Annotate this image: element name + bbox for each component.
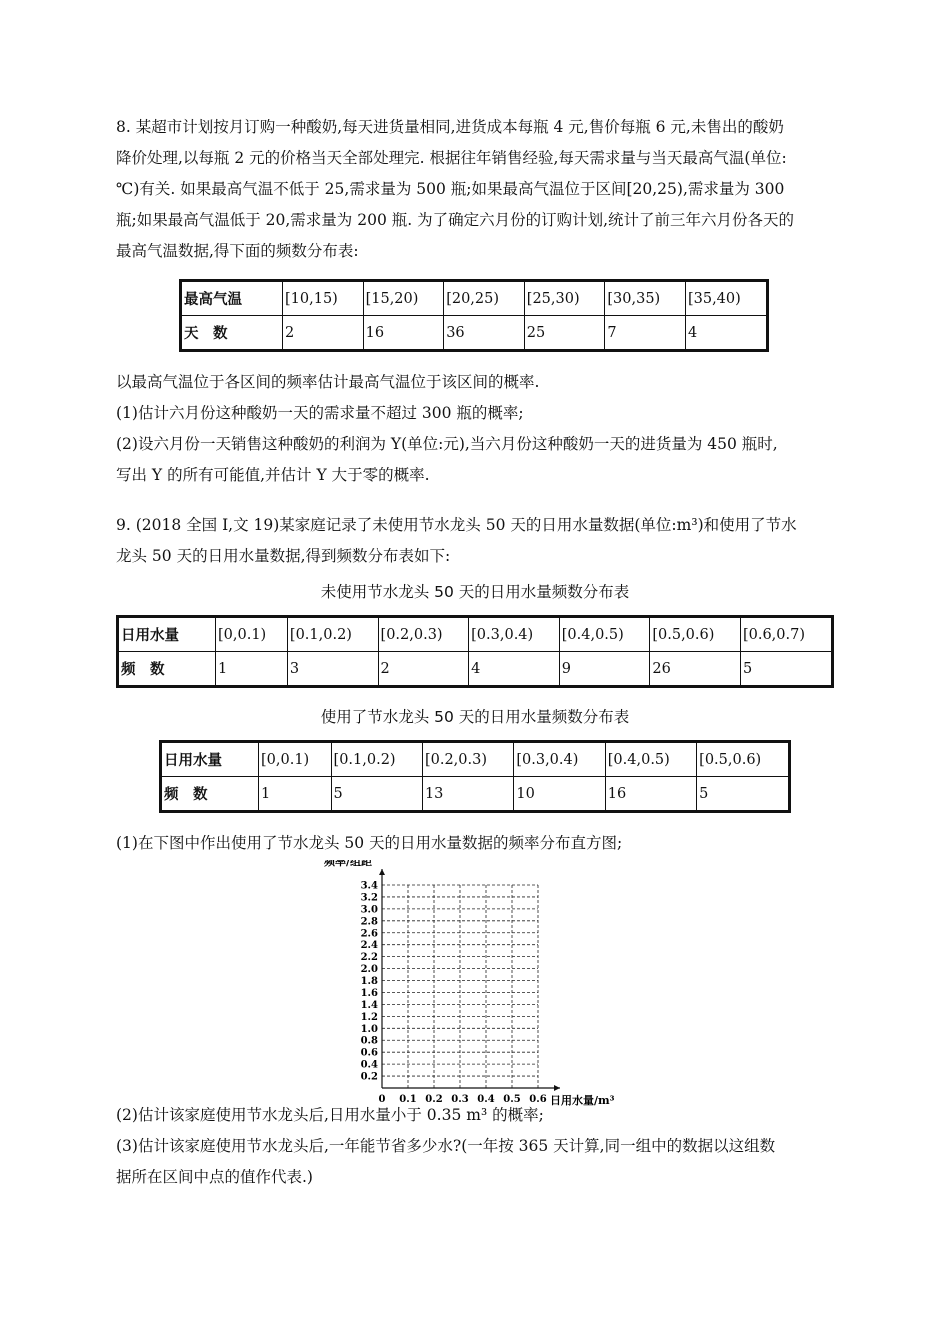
table-cell: 4 [685,316,767,351]
table-cell: 7 [605,316,686,351]
q8-line: 8. 某超市计划按月订购一种酸奶,每天进货量相同,进货成本每瓶 4 元,售价每瓶 6 元,未售出的酸奶 [116,118,784,136]
histogram-chart [320,860,640,1110]
q8-line: 降价处理,以每瓶 2 元的价格当天全部处理完. 根据往年销售经验,每天需求量与当天最高气温(单位: [116,149,787,167]
table-cell: 1 [216,652,288,687]
q9-line: 龙头 50 天的日用水量数据,得到频数分布表如下: [116,547,451,565]
table-cell: 13 [422,777,513,812]
y-tick-label: 2.8 [360,916,378,928]
table-cell: [35,40) [685,281,767,316]
table-row [161,742,790,777]
q8-line: 瓶;如果最高气温低于 20,需求量为 200 瓶. 为了确定六月份的订购计划,统计了前三年六月份各天的 [116,211,795,229]
table-cell: [0.4,0.5) [605,742,696,777]
table-header-cell: 频 数 [118,652,216,687]
table-header-cell: 最高气温 [181,281,283,316]
table-header-cell: 天 数 [181,316,283,351]
table-header-cell: 日用水量 [118,617,216,652]
y-tick-label: 1.2 [360,1011,378,1023]
table-cell: 3 [287,652,378,687]
table-cell: [0.3,0.4) [514,742,605,777]
table-row [181,316,768,351]
y-tick-label: 3.0 [360,904,378,916]
x-tick-label: 0.5 [503,1094,521,1105]
table-cell: [0.2,0.3) [422,742,513,777]
table2-caption: 使用了节水龙头 50 天的日用水量频数分布表 [320,708,630,726]
table-cell: 16 [363,316,444,351]
table-cell: 36 [444,316,525,351]
table-cell: [25,30) [524,281,605,316]
y-tick-label: 0.2 [360,1071,378,1083]
table-cell: 2 [283,316,364,351]
table-cell: [0,0.1) [216,617,288,652]
q8-after-line: (2)设六月份一天销售这种酸奶的利润为 Y(单位:元),当六月份这种酸奶一天的进货量为 450 瓶时, [116,435,778,453]
x-tick-label: 0.3 [451,1094,469,1105]
table-cell: [0.3,0.4) [469,617,560,652]
temperature-frequency-table [179,279,769,352]
x-axis-arrow [554,1085,560,1091]
origin-label: 0 [378,1094,386,1105]
q8-line: ℃)有关. 如果最高气温不低于 25,需求量为 500 瓶;如果最高气温位于区间[20,25),需求量为 300 [116,180,785,198]
table-cell: [0.6,0.7) [740,617,832,652]
q9-sub3-line: 据所在区间中点的值作代表.) [116,1168,313,1186]
x-tick-label: 0.4 [477,1094,495,1105]
histogram-svg [320,860,640,1110]
table-cell: [0.2,0.3) [378,617,469,652]
y-axis-label: 频率/组距 [324,860,373,868]
table-header-cell: 日用水量 [161,742,259,777]
y-axis-arrow [379,869,385,875]
table-cell: 5 [697,777,790,812]
y-tick-label: 2.0 [360,964,378,976]
q9-line: 9. (2018 全国 Ⅰ,文 19)某家庭记录了未使用节水龙头 50 天的日用水量数据(单位:m³)和使用了节水 [116,516,797,534]
question-9-text [116,510,836,572]
table-cell: 25 [524,316,605,351]
table-cell: [30,35) [605,281,686,316]
table-cell: [0.1,0.2) [331,742,422,777]
table-cell: [15,20) [363,281,444,316]
q9-sub3 [116,1131,856,1193]
q8-followup [116,367,856,491]
q8-after-line: 写出 Y 的所有可能值,并估计 Y 大于零的概率. [116,466,430,484]
table-row [181,281,768,316]
table-cell: 9 [559,652,650,687]
x-tick-label: 0.6 [529,1094,547,1105]
x-tick-label: 0.1 [399,1094,417,1105]
q8-after-line: 以最高气温位于各区间的频率估计最高气温位于该区间的概率. [116,373,540,391]
table-cell: 1 [259,777,332,812]
y-tick-label: 2.4 [360,940,378,952]
table-cell: 4 [469,652,560,687]
table-cell: [0,0.1) [259,742,332,777]
y-tick-label: 3.2 [360,892,378,904]
table-header-cell: 频 数 [161,777,259,812]
y-tick-label: 2.2 [360,952,378,964]
unsaved-water-frequency-table [116,615,834,688]
table-cell: 16 [605,777,696,812]
y-tick-label: 0.8 [360,1035,378,1047]
table-cell: 26 [650,652,741,687]
y-tick-label: 2.6 [360,928,378,940]
question-8-text [116,112,836,267]
table-cell: [0.5,0.6) [697,742,790,777]
q8-after-line: (1)估计六月份这种酸奶一天的需求量不超过 300 瓶的概率; [116,404,524,422]
table-cell: [0.4,0.5) [559,617,650,652]
table-cell: [20,25) [444,281,525,316]
x-tick-label: 0.2 [425,1094,443,1105]
q8-line: 最高气温数据,得下面的频数分布表: [116,242,359,260]
y-tick-label: 1.0 [360,1023,378,1035]
table-cell: 10 [514,777,605,812]
x-axis-label: 日用水量/m³ [550,1094,615,1107]
table-row [161,777,790,812]
table-cell: 2 [378,652,469,687]
table-cell: [0.1,0.2) [287,617,378,652]
table-cell: [10,15) [283,281,364,316]
y-tick-label: 0.4 [360,1059,378,1071]
y-tick-label: 1.6 [360,987,378,999]
y-tick-label: 1.8 [360,976,378,988]
table-cell: 5 [331,777,422,812]
q9-sub2: (2)估计该家庭使用节水龙头后,日用水量小于 0.35 m³ 的概率; [116,1106,544,1124]
q9-sub3-line: (3)估计该家庭使用节水龙头后,一年能节省多少水?(一年按 365 天计算,同一组中的数据以这组数 [116,1137,776,1155]
q9-sub1: (1)在下图中作出使用了节水龙头 50 天的日用水量数据的频率分布直方图; [116,834,623,852]
table-row [118,652,833,687]
table-cell: [0.5,0.6) [650,617,741,652]
y-tick-label: 0.6 [360,1047,378,1059]
table1-caption: 未使用节水龙头 50 天的日用水量频数分布表 [320,583,630,601]
y-tick-label: 3.4 [360,880,378,892]
y-tick-label: 1.4 [360,999,378,1011]
table-cell: 5 [740,652,832,687]
grid-layer [382,885,538,1088]
axis-layer [379,869,560,1091]
saved-water-frequency-table [159,740,791,813]
table-row [118,617,833,652]
